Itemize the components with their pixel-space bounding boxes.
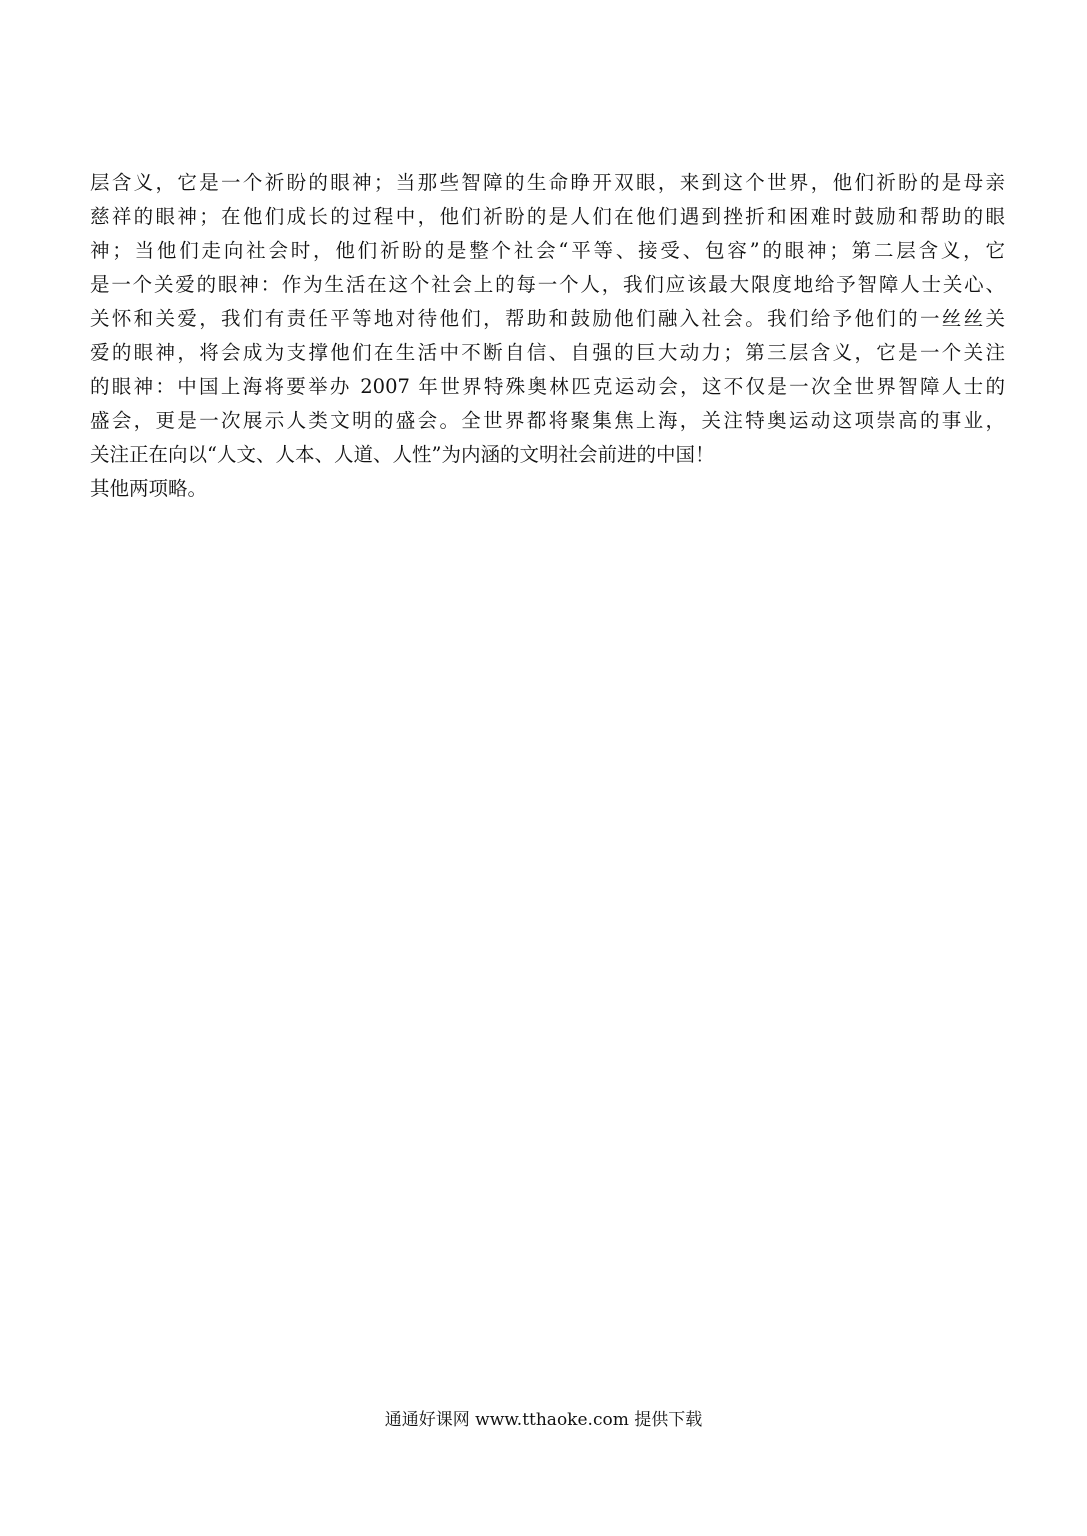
text-line: 慈祥的眼神；在他们成长的过程中，他们祈盼的是人们在他们遇到挫折和困难时鼓励和帮助的眼: [90, 205, 1005, 228]
text-line: 其他两项略。: [90, 477, 208, 500]
text-line: 爱的眼神，将会成为支撑他们在生活中不断自信、自强的巨大动力；第三层含义，它是一个关注: [90, 341, 1005, 364]
text-line: 是一个关爱的眼神：作为生活在这个社会上的每一个人，我们应该最大限度地给予智障人士关心、: [90, 273, 1005, 296]
text-line: 的眼神：中国上海将要举办 2007 年世界特殊奥林匹克运动会，这不仅是一次全世界智障人士的: [90, 375, 1005, 398]
page-footer: 通通好课网 www.tthaoke.com 提供下载: [384, 1410, 703, 1430]
text-line: 层含义，它是一个祈盼的眼神；当那些智障的生命睁开双眼，来到这个世界，他们祈盼的是母亲: [90, 171, 1005, 194]
text-line: 神；当他们走向社会时，他们祈盼的是整个社会“平等、接受、包容”的眼神；第二层含义，它: [90, 239, 1005, 262]
body-paragraph: [90, 166, 1005, 506]
text-line: 盛会，更是一次展示人类文明的盛会。全世界都将聚集焦上海，关注特奥运动这项崇高的事业，: [90, 409, 1005, 432]
text-line: 关注正在向以“人文、人本、人道、人性”为内涵的文明社会前进的中国！: [90, 443, 715, 466]
text-line: 关怀和关爱，我们有责任平等地对待他们，帮助和鼓励他们融入社会。我们给予他们的一丝丝关: [90, 307, 1005, 330]
